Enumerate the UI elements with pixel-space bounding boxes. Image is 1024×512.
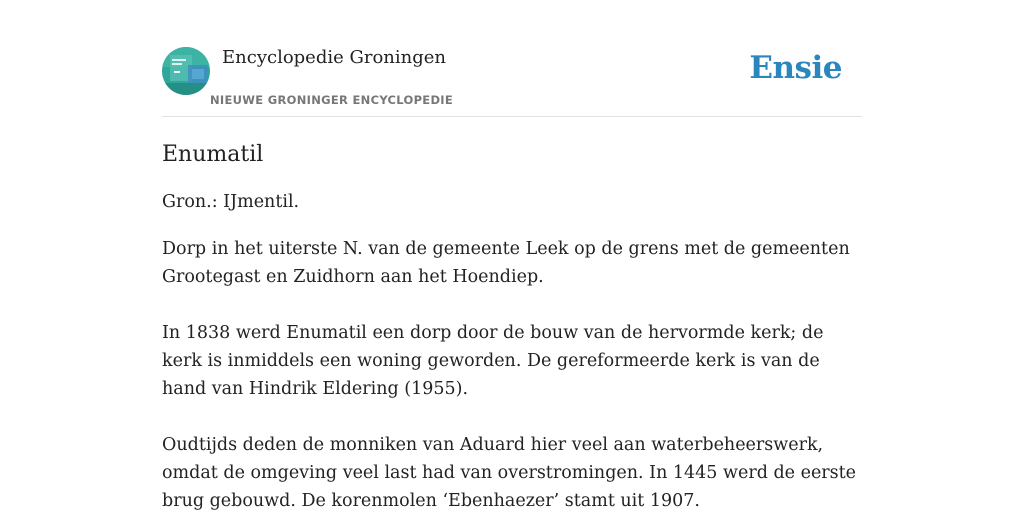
ensie-logo[interactable]: Ensie (749, 50, 842, 86)
article-paragraph: In 1838 werd Enumatil een dorp door de bouw van de hervormde kerk; de kerk is inmiddels een woning geworden. De gereformeerde kerk is van de hand van Hindrik Eldering (1955). (162, 323, 824, 399)
site-title[interactable]: Encyclopedie Groningen (222, 47, 447, 68)
article-paragraph: Oudtijds deden de monniken van Aduard hier veel aan waterbeheerswerk, omdat de omgeving veel last had van overstromingen. In 1445 werd de eerste brug gebouwd. De korenmolen ‘Ebenhaezer’ stamt uit 1907. (162, 435, 857, 511)
book-cover-icon (162, 47, 210, 95)
article-paragraph: Dorp in het uiterste N. van de gemeente Leek op de grens met de gemeenten Grootegast en Zuidhorn aan het Hoendiep. (162, 239, 850, 287)
site-header (162, 46, 862, 117)
article-alt-name: Gron.: IJmentil. (162, 192, 300, 212)
site-subtitle: NIEUWE GRONINGER ENCYCLOPEDIE (210, 93, 454, 107)
article-title: Enumatil (162, 142, 264, 167)
site-avatar-icon[interactable] (162, 47, 210, 95)
article (162, 136, 862, 512)
